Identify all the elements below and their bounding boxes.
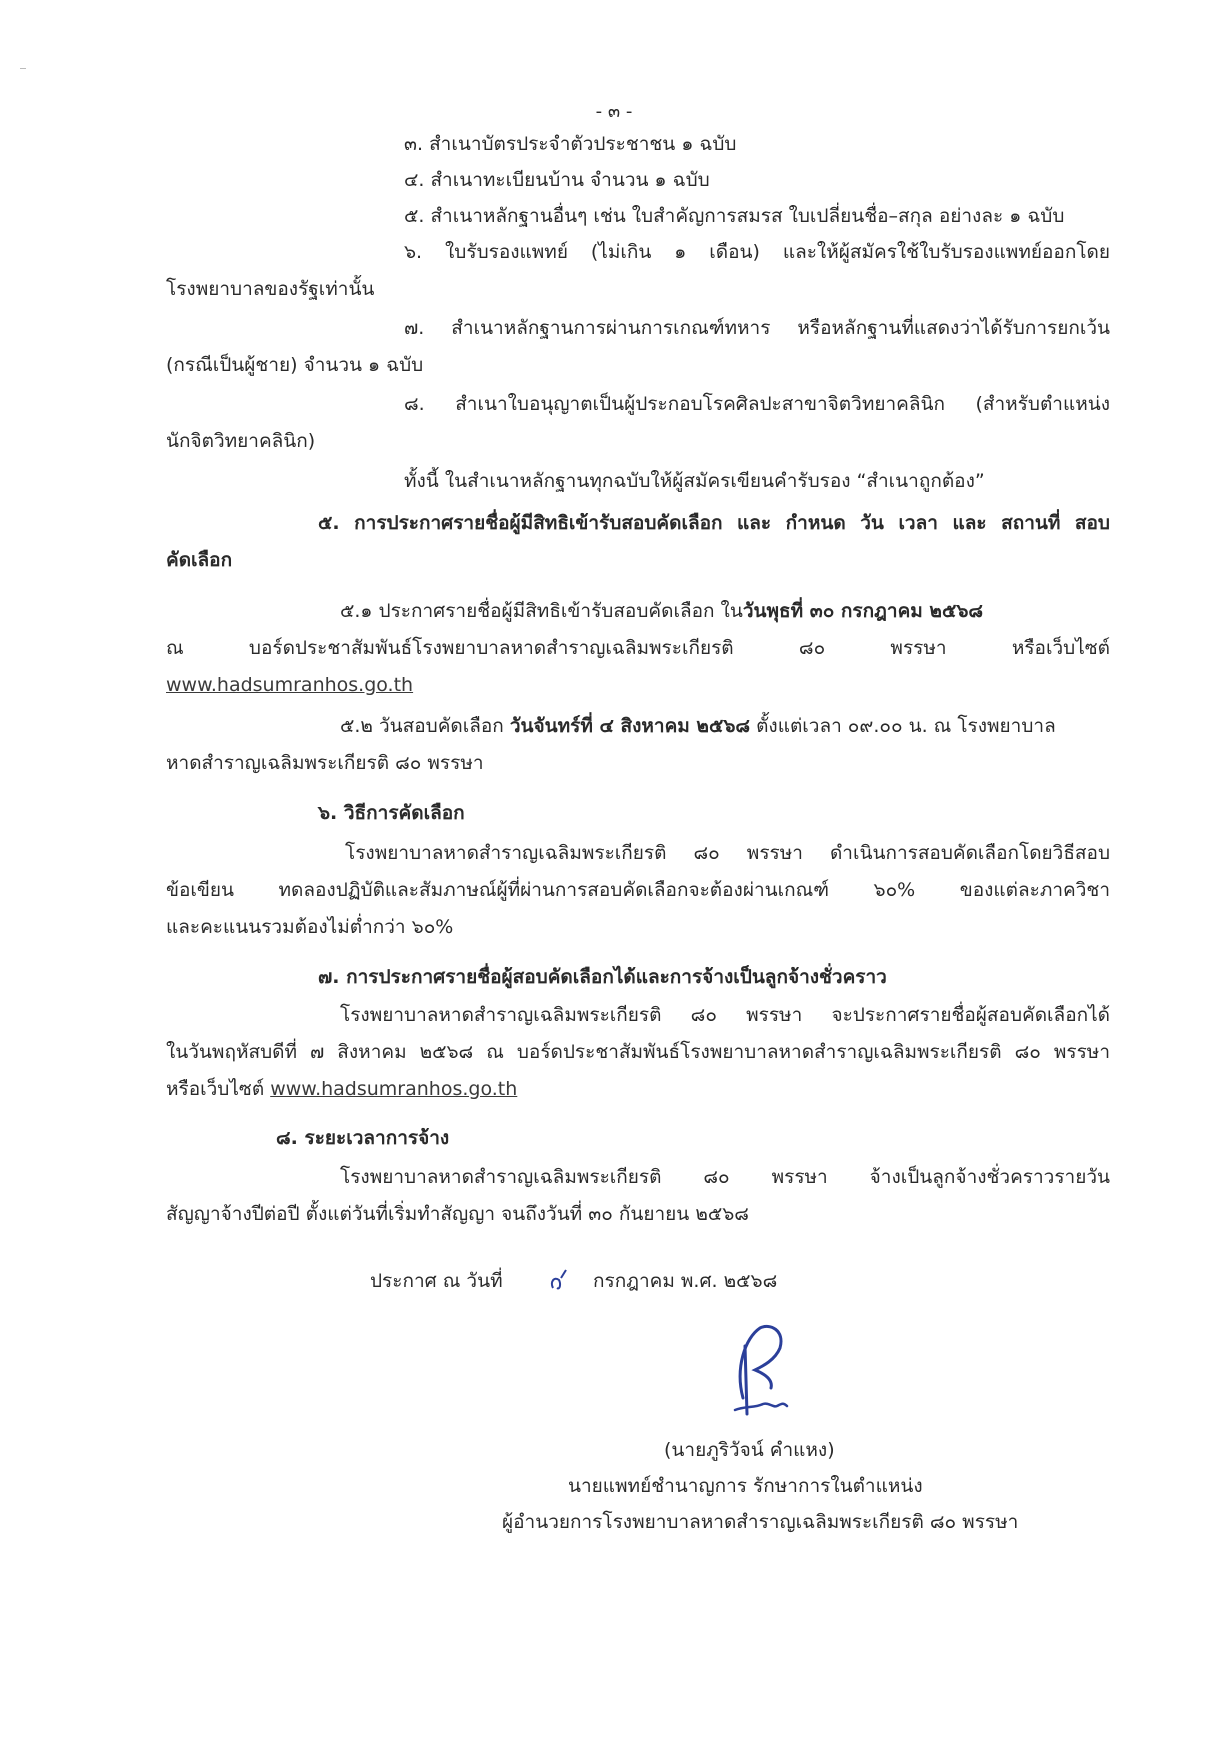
- section-5-1-line2: ณ บอร์ดประชาสัมพันธ์โรงพยาบาลหาดสำราญเฉลิมพระเกียรติ ๘๐ พรรษา หรือเว็บไซต์: [166, 637, 1110, 659]
- section-6-heading: ๖. วิธีการคัดเลือก: [318, 802, 465, 824]
- signer-name: (นายภูริวัจน์ คำแหง): [664, 1439, 835, 1461]
- announce-date-suffix: กรกฎาคม พ.ศ. ๒๕๖๘: [593, 1270, 778, 1292]
- section-5-2-date: วันจันทร์ที่ ๔ สิงหาคม ๒๕๖๘: [509, 715, 751, 737]
- handwritten-day-mark: [548, 1268, 574, 1294]
- section-5-1-text: ๕.๑ ประกาศรายชื่อผู้มีสิทธิเข้ารับสอบคัดเลือก ใน: [340, 600, 743, 622]
- website-link-2[interactable]: www.hadsumranhos.go.th: [270, 1078, 518, 1100]
- page-number: - ๓ -: [595, 101, 633, 122]
- item-3: ๓. สำเนาบัตรประจำตัวประชาชน ๑ ฉบับ: [404, 133, 737, 155]
- item-6-line2: โรงพยาบาลของรัฐเท่านั้น: [166, 278, 375, 300]
- section-7-line3: [166, 1075, 517, 1103]
- certify-note: ทั้งนี้ ในสำเนาหลักฐานทุกฉบับให้ผู้สมัครเขียนคำรับรอง “สำเนาถูกต้อง”: [404, 470, 985, 492]
- section-7-heading: ๗. การประกาศรายชื่อผู้สอบคัดเลือกได้และการจ้างเป็นลูกจ้างชั่วคราว: [318, 966, 887, 988]
- section-6-line3: และคะแนนรวมต้องไม่ต่ำกว่า ๖๐%: [166, 916, 454, 938]
- section-5-heading-cont: คัดเลือก: [166, 549, 233, 571]
- section-8-heading: ๘. ระยะเวลาการจ้าง: [276, 1127, 450, 1149]
- section-5-2-time: ตั้งแต่เวลา ๐๙.๐๐ น. ณ โรงพยาบาล: [750, 715, 1056, 737]
- item-5: ๕. สำเนาหลักฐานอื่นๆ เช่น ใบสำคัญการสมรส ใบเปลี่ยนชื่อ–สกุล อย่างละ ๑ ฉบับ: [404, 205, 1065, 227]
- section-7-website-label: หรือเว็บไซต์: [166, 1078, 271, 1100]
- item-7-line1: ๗. สำเนาหลักฐานการผ่านการเกณฑ์ทหาร หรือหลักฐานที่แสดงว่าได้รับการยกเว้น: [404, 317, 1110, 339]
- section-6-line2: ข้อเขียน ทดลองปฏิบัติและสัมภาษณ์ผู้ที่ผ่านการสอบคัดเลือกจะต้องผ่านเกณฑ์ ๖๐% ของแต่ละภาควิชา: [166, 879, 1110, 901]
- item-6-line1: ๖. ใบรับรองแพทย์ (ไม่เกิน ๑ เดือน) และให้ผู้สมัครใช้ใบรับรองแพทย์ออกโดย: [404, 241, 1110, 263]
- signer-title-1: นายแพทย์ชำนาญการ รักษาการในตำแหน่ง: [568, 1475, 923, 1497]
- handwritten-day: [548, 1268, 574, 1294]
- section-8-line2: สัญญาจ้างปีต่อปี ตั้งแต่วันที่เริ่มทำสัญญา จนถึงวันที่ ๓๐ กันยายน ๒๕๖๘: [166, 1203, 749, 1225]
- website-link[interactable]: www.hadsumranhos.go.th: [166, 674, 414, 696]
- announce-date-prefix: ประกาศ ณ วันที่: [370, 1270, 503, 1292]
- signature-mark: [725, 1318, 815, 1428]
- signer-title-2: ผู้อำนวยการโรงพยาบาลหาดสำราญเฉลิมพระเกียรติ ๘๐ พรรษา: [502, 1511, 1019, 1533]
- item-8-line1: ๘. สำเนาใบอนุญาตเป็นผู้ประกอบโรคศิลปะสาขาจิตวิทยาคลินิก (สำหรับตำแหน่ง: [404, 393, 1110, 415]
- section-5-2-text: ๕.๒ วันสอบคัดเลือก: [340, 715, 510, 737]
- scan-speck: [20, 68, 26, 69]
- item-8-line2: นักจิตวิทยาคลินิก): [166, 430, 316, 452]
- signature: [725, 1318, 815, 1428]
- section-7-line2: ในวันพฤหัสบดีที่ ๗ สิงหาคม ๒๕๖๘ ณ บอร์ดประชาสัมพันธ์โรงพยาบาลหาดสำราญเฉลิมพระเกียรติ ๘๐ พรรษา: [166, 1041, 1110, 1063]
- item-7-line2: (กรณีเป็นผู้ชาย) จำนวน ๑ ฉบับ: [166, 354, 424, 376]
- section-5-1-date: วันพุธที่ ๓๐ กรกฎาคม ๒๕๖๘: [742, 600, 984, 622]
- section-5-heading: ๕. การประกาศรายชื่อผู้มีสิทธิเข้ารับสอบคัดเลือก และ กำหนด วัน เวลา และ สถานที่ สอบ: [318, 512, 1110, 534]
- section-8-line1: โรงพยาบาลหาดสำราญเฉลิมพระเกียรติ ๘๐ พรรษา จ้างเป็นลูกจ้างชั่วคราวรายวัน: [340, 1166, 1110, 1188]
- section-5-2-line2: หาดสำราญเฉลิมพระเกียรติ ๘๐ พรรษา: [166, 752, 484, 774]
- item-4: ๔. สำเนาทะเบียนบ้าน จำนวน ๑ ฉบับ: [404, 169, 710, 191]
- section-7-line1: โรงพยาบาลหาดสำราญเฉลิมพระเกียรติ ๘๐ พรรษา จะประกาศรายชื่อผู้สอบคัดเลือกได้: [340, 1004, 1110, 1026]
- section-6-line1: โรงพยาบาลหาดสำราญเฉลิมพระเกียรติ ๘๐ พรรษา ดำเนินการสอบคัดเลือกโดยวิธีสอบ: [345, 842, 1110, 864]
- section-5-2-line1: [340, 712, 1056, 740]
- section-5-1-line1: [340, 597, 983, 625]
